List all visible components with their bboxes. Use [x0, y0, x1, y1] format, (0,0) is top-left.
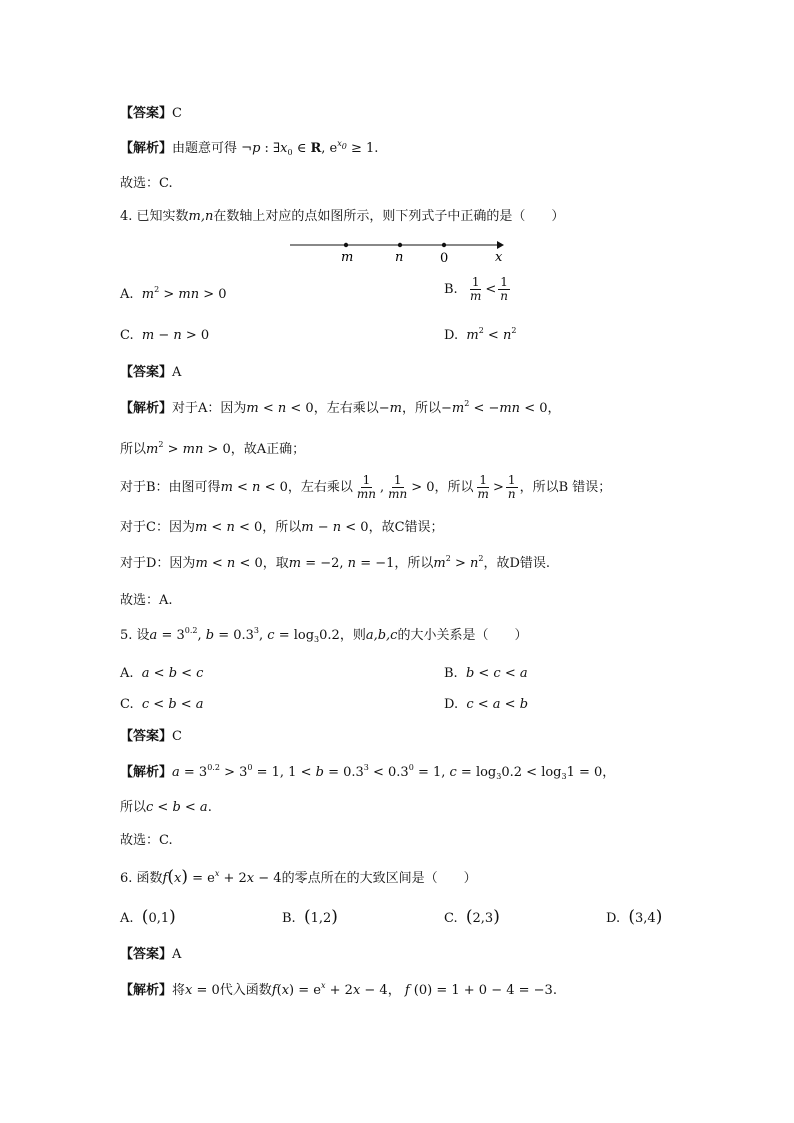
- point-m: [344, 243, 348, 247]
- label-n: n: [395, 250, 404, 265]
- q4-analysis-4: 对于C：因为m < n < 0，所以m − n < 0，故C错误；: [120, 520, 444, 535]
- q6-option-d: D. (3,4): [606, 907, 663, 927]
- q6-option-a: A. (0,1): [120, 907, 176, 927]
- q5-analysis-1: 【解析】$a = 3^{0.2} > 3^0 = 1$, $1 < b = 0.3^3 < 0.3^0 = 1$, $c = \log_30.2 < \log_31 = 0$，: [120, 763, 616, 781]
- q6-option-c: C. (2,3): [444, 907, 500, 927]
- point-n: [398, 243, 402, 247]
- q4-analysis-2: 所以$m^2$ > mn > 0，故A正确；: [120, 440, 306, 457]
- q3-conclusion: 故选：C.: [120, 176, 173, 191]
- q3-analysis: 【解析】由题意可得 ¬p : $\exists x_0$ ∈ R, $e^{x_0} \ge 1$.: [120, 139, 379, 157]
- q6-analysis-1: 【解析】将x = 0代入函数$f(x) = e^x + 2x - 4$， f (0) = 1 + 0 − 4 = −3.: [120, 981, 557, 998]
- q5-stem: 5. 设$a = 3^{0.2}$, $b = 0.3^3$, $c = \log_30.2$，则a,b,c的大小关系是（ ）: [120, 626, 528, 644]
- point-zero: [442, 243, 446, 247]
- q5-option-c: C. c < b < a: [120, 697, 204, 712]
- q4-stem: 4. 已知实数m,n在数轴上对应的点如图所示，则下列式子中正确的是（ ）: [120, 209, 565, 224]
- q4-option-a: A. $m^2$ > mn > 0: [120, 285, 227, 302]
- q4-option-d: D. $m^2 < n^2$: [444, 326, 517, 343]
- q4-conclusion: 故选：A.: [120, 593, 173, 608]
- q4-option-c: C. m − n > 0: [120, 328, 210, 343]
- label-x: x: [495, 250, 503, 265]
- number-line-arrow: [497, 241, 504, 249]
- q4-answer: 【答案】A: [120, 365, 182, 380]
- q3-answer: 【答案】C: [120, 106, 182, 121]
- q5-option-d: D. c < a < b: [444, 697, 529, 712]
- q4-analysis-3: 对于B：由图可得m < n < 0，左右乘以 $\frac{1}{mn}$ , $\frac{1}{mn}$ > 0，所以 $\frac{1}{m}$ > $\frac{1}{n}$ ，所以B 错误；: [120, 473, 612, 501]
- q5-option-b: B. b < c < a: [444, 666, 528, 681]
- q5-conclusion: 故选：C.: [120, 833, 173, 848]
- q6-option-b: B. (1,2): [282, 907, 338, 927]
- q5-option-a: A. a < b < c: [120, 666, 204, 681]
- q4-analysis-5: 对于D：因为m < n < 0，取m = −2, n = −1，所以$m^2 > n^2$，故D错误.: [120, 554, 551, 571]
- q6-answer: 【答案】A: [120, 947, 182, 962]
- label-m: m: [341, 250, 354, 265]
- q4-analysis-1: 【解析】对于A：因为m < n < 0，左右乘以−m，所以$-m^2 < -mn < 0$，: [120, 399, 561, 416]
- q6-stem: 6. 函数$f(x) = e^x + 2x - 4$的零点所在的大致区间是（ ）: [120, 867, 477, 887]
- q5-analysis-2: 所以c < b < a.: [120, 800, 212, 815]
- q4-option-b: B. $\frac{1}{m}$ < $\frac{1}{n}$: [444, 275, 508, 303]
- number-line: [285, 236, 515, 266]
- label-zero: 0: [440, 251, 449, 266]
- q5-answer: 【答案】C: [120, 729, 182, 744]
